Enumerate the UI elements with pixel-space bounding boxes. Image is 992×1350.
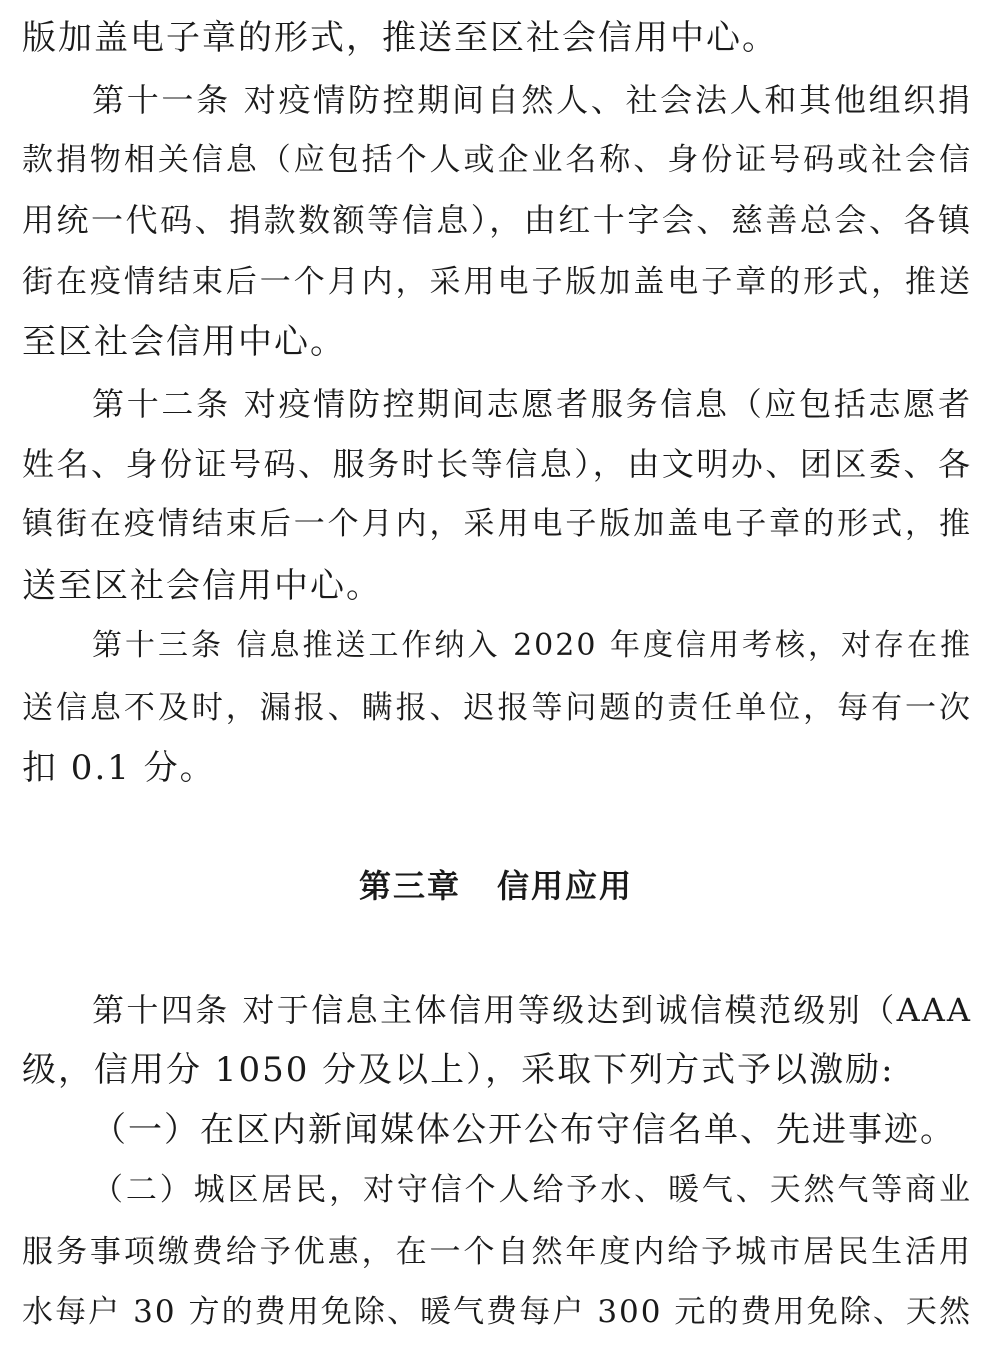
chapter-number: 第三章 <box>358 867 461 905</box>
article-11-line: 第十一条 对疫情防控期间自然人、社会法人和其他组织捐 <box>92 81 972 119</box>
article-12-line: 第十二条 对疫情防控期间志愿者服务信息（应包括志愿者 <box>92 385 972 423</box>
article-11-line: 用统一代码、捐款数额等信息），由红十字会、慈善总会、各镇 <box>22 201 972 239</box>
chapter-title: 信用应用 <box>497 867 634 905</box>
article-12-line: 送至区社会信用中心。 <box>22 566 382 606</box>
article-13-line: 扣 0.1 分。 <box>22 748 216 788</box>
article-13-line: 第十三条 信息推送工作纳入 2020 年度信用考核，对存在推 <box>92 628 972 663</box>
chapter-heading <box>0 866 992 906</box>
article-13-line: 送信息不及时，漏报、瞒报、迟报等问题的责任单位，每有一次 <box>22 690 972 726</box>
list-item-2-line: 服务事项缴费给予优惠，在一个自然年度内给予城市居民生活用 <box>22 1234 972 1270</box>
article-11-line: 款捐物相关信息（应包括个人或企业名称、身份证号码或社会信 <box>22 142 972 178</box>
article-14-line: 级，信用分 1050 分及以上），采取下列方式予以激励: <box>22 1050 895 1090</box>
article-11-line: 街在疫情结束后一个月内，采用电子版加盖电子章的形式，推送 <box>22 264 972 300</box>
list-item-2-line: （二）城区居民，对守信个人给予水、暖气、天然气等商业 <box>92 1172 972 1208</box>
article-14-line: 第十四条 对于信息主体信用等级达到诚信模范级别（AAA <box>92 991 972 1029</box>
list-item-2-line: 水每户 30 方的费用免除、暖气费每户 300 元的费用免除、天然 <box>22 1294 972 1330</box>
paragraph-line: 版加盖电子章的形式，推送至区社会信用中心。 <box>22 18 778 58</box>
article-12-line: 姓名、身份证号码、服务时长等信息），由文明办、团区委、各 <box>22 445 972 483</box>
article-11-line: 至区社会信用中心。 <box>22 322 346 362</box>
list-item-1: （一）在区内新闻媒体公开公布守信名单、先进事迹。 <box>92 1110 956 1150</box>
article-12-line: 镇街在疫情结束后一个月内，采用电子版加盖电子章的形式，推 <box>22 506 972 542</box>
